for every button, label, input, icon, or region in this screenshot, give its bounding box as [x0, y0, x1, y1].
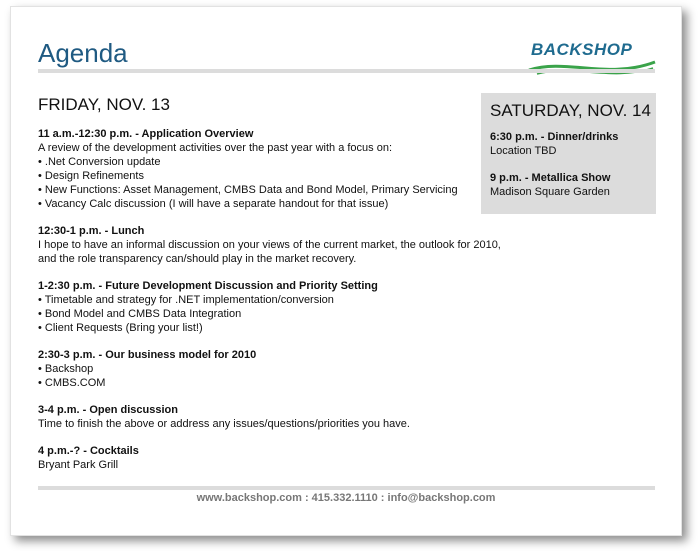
- footer-contact: www.backshop.com : 415.332.1110 : info@backshop.com: [196, 492, 496, 504]
- section-title: 2:30-3 p.m. - Our business model for 2010: [38, 349, 257, 361]
- saturday-item-title: 6:30 p.m. - Dinner/drinks: [490, 131, 619, 143]
- section-line: • Client Requests (Bring your list!): [38, 322, 203, 334]
- section-line: • Timetable and strategy for .NET implementation/conversion: [38, 294, 334, 306]
- section-line: • Bond Model and CMBS Data Integration: [38, 308, 242, 320]
- agenda-section: [38, 127, 488, 211]
- section-line: Bryant Park Grill: [38, 459, 119, 471]
- friday-heading: FRIDAY, NOV. 13: [38, 95, 170, 114]
- agenda-section: [38, 444, 488, 472]
- page-title: Agenda: [38, 38, 128, 68]
- saturday-panel: [481, 93, 656, 214]
- section-line: A review of the development activities over the past year with a focus on:: [38, 142, 393, 154]
- section-line: • CMBS.COM: [38, 377, 106, 389]
- agenda-section: [38, 224, 501, 266]
- section-line: • New Functions: Asset Management, CMBS Data and Bond Model, Primary Servicing: [38, 184, 458, 196]
- logo-text: BACKSHOP: [531, 40, 633, 59]
- agenda-section: [38, 348, 488, 390]
- header-divider: [38, 69, 655, 73]
- section-line: • Design Refinements: [38, 170, 144, 182]
- saturday-schedule: [490, 130, 650, 212]
- agenda-section: [38, 403, 488, 431]
- section-line: • Backshop: [38, 363, 94, 375]
- section-title: 4 p.m.-? - Cocktails: [38, 445, 139, 457]
- saturday-heading: SATURDAY, NOV. 14: [490, 101, 651, 120]
- saturday-item: [490, 171, 650, 199]
- section-title: 12:30-1 p.m. - Lunch: [38, 225, 145, 237]
- section-title: 1-2:30 p.m. - Future Development Discussion and Priority Setting: [38, 280, 378, 292]
- saturday-item-title: 9 p.m. - Metallica Show: [490, 172, 611, 184]
- saturday-item-detail: Location TBD: [490, 145, 557, 157]
- section-line: and the role transparency can/should play in the market recovery.: [38, 253, 357, 265]
- section-line: • .Net Conversion update: [38, 156, 161, 168]
- section-title: 11 a.m.-12:30 p.m. - Application Overview: [38, 128, 254, 140]
- footer-divider: [38, 486, 655, 490]
- agenda-section: [38, 279, 488, 335]
- section-title: 3-4 p.m. - Open discussion: [38, 404, 178, 416]
- section-line: Time to finish the above or address any issues/questions/priorities you have.: [38, 418, 410, 430]
- saturday-item: [490, 130, 650, 158]
- agenda-page: [10, 6, 682, 536]
- section-line: I hope to have an informal discussion on your views of the current market, the outlook for 2010,: [38, 239, 501, 251]
- saturday-item-detail: Madison Square Garden: [490, 186, 610, 198]
- section-line: • Vacancy Calc discussion (I will have a separate handout for that issue): [38, 198, 389, 210]
- friday-schedule: [38, 127, 501, 485]
